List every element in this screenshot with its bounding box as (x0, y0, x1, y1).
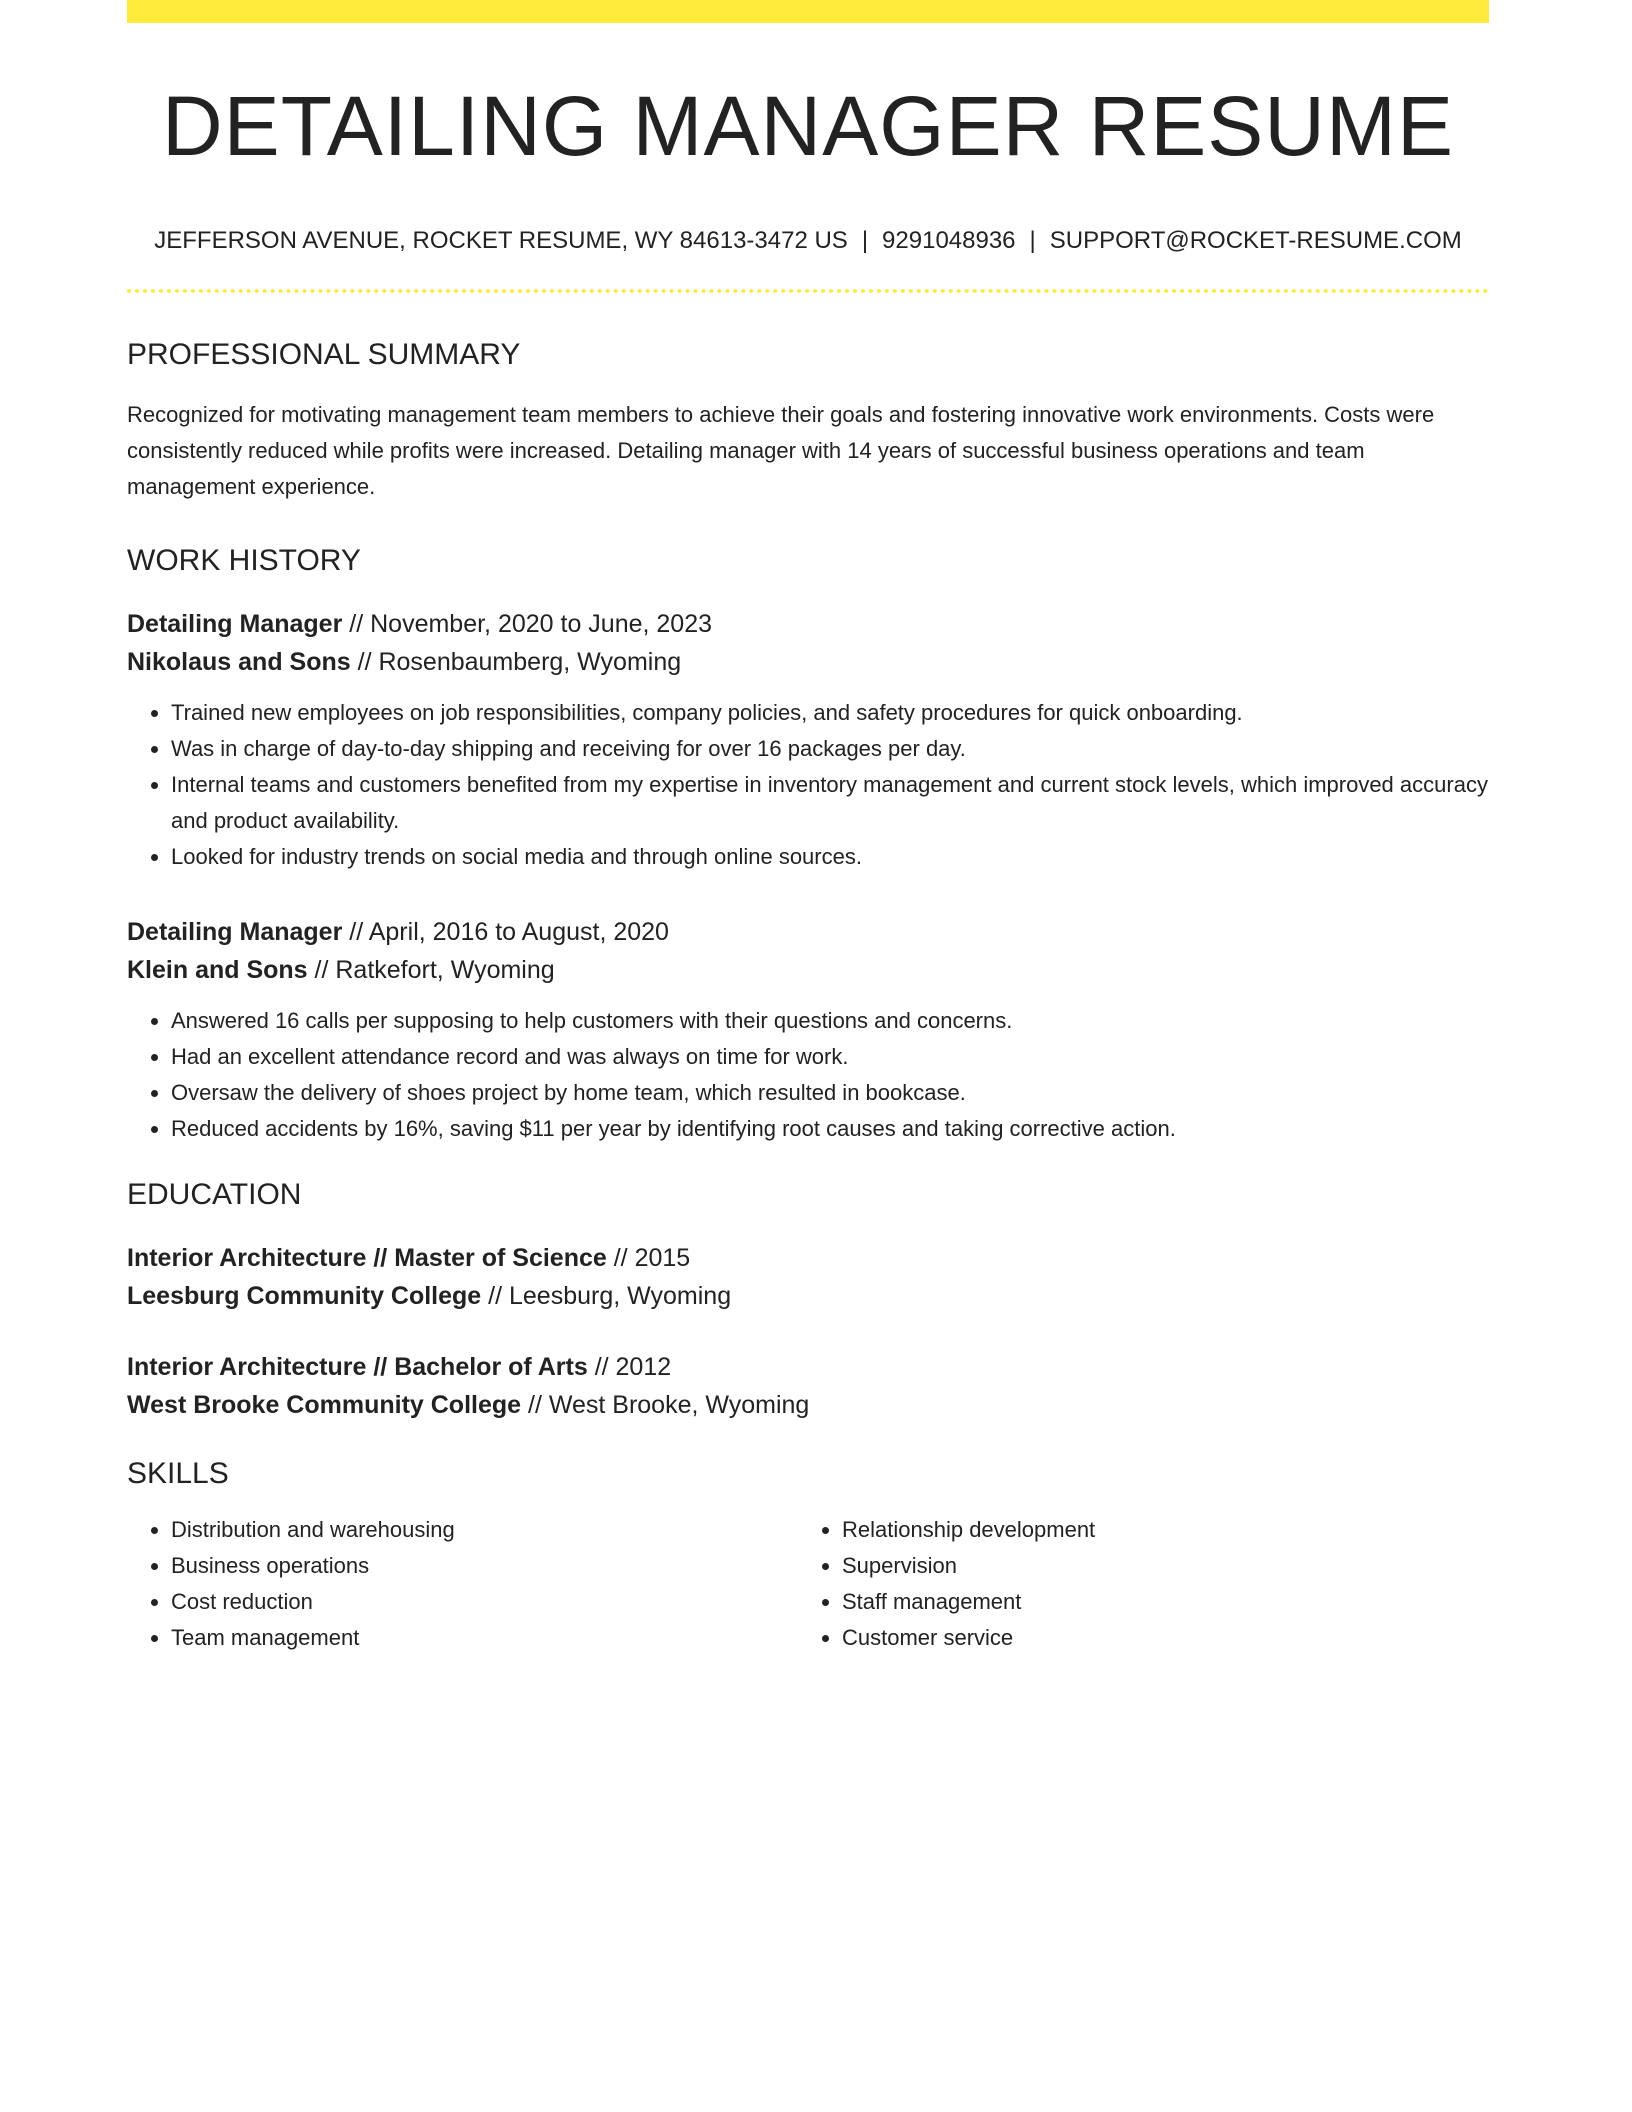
education-school-line (127, 1277, 1489, 1315)
summary-text: Recognized for motivating management team members to achieve their goals and fostering innovative work environments. Costs were consistently reduced while profits were increased. Detailing manager with 14 years of successful business operations and team management experience. (127, 401, 1435, 499)
education-entry (127, 1348, 1489, 1424)
job-entry (127, 913, 1489, 1147)
list-item: • Oversaw the delivery of shoes project by home team, which resulted in bookcase. (171, 1075, 1489, 1111)
education-school: Leesburg Community College (127, 1281, 482, 1310)
skills-list (127, 1512, 798, 1656)
job-title-line (127, 605, 1489, 643)
job-title-line (127, 913, 1489, 951)
skills-column-left (127, 1512, 798, 1656)
section-heading-skills: SKILLS (127, 1456, 229, 1490)
job-bullets (127, 1003, 1489, 1147)
job-location: // Rosenbaumberg, Wyoming (350, 647, 682, 676)
list-item: • Answered 16 calls per supposing to help customers with their questions and concerns. (171, 1003, 1489, 1039)
job-company-line (127, 951, 1489, 989)
contact-address: JEFFERSON AVENUE, ROCKET RESUME, WY 84613-3472 US (154, 227, 848, 254)
list-item: • Business operations (171, 1548, 798, 1584)
education-school: West Brooke Community College (127, 1390, 522, 1419)
list-item: • Staff management (842, 1584, 1469, 1620)
contact-separator: | (1029, 227, 1036, 254)
education-location: // Leesburg, Wyoming (481, 1281, 732, 1310)
job-bullets (127, 695, 1489, 875)
education-location: // West Brooke, Wyoming (521, 1390, 810, 1419)
job-dates: // April, 2016 to August, 2020 (342, 917, 669, 946)
job-dates: // November, 2020 to June, 2023 (342, 609, 713, 638)
list-item: • Distribution and warehousing (171, 1512, 798, 1548)
list-item: • Trained new employees on job responsibilities, company policies, and safety procedures for quick onboarding. (171, 695, 1489, 731)
education-degree-line (127, 1348, 1489, 1386)
list-item: • Was in charge of day-to-day shipping and receiving for over 16 packages per day. (171, 731, 1489, 767)
accent-bar (127, 0, 1489, 23)
education-degree-line (127, 1239, 1489, 1277)
list-item: • Customer service (842, 1620, 1469, 1656)
dotted-divider (127, 289, 1489, 293)
resume-page (127, 0, 1489, 1656)
job-entry (127, 605, 1489, 875)
job-location: // Ratkefort, Wyoming (307, 955, 555, 984)
section-heading-work-history: WORK HISTORY (127, 543, 361, 577)
job-company: Klein and Sons (127, 955, 308, 984)
job-title: Detailing Manager (127, 917, 343, 946)
job-title: Detailing Manager (127, 609, 343, 638)
list-item: • Looked for industry trends on social media and through online sources. (171, 839, 1489, 875)
education-school-line (127, 1386, 1489, 1424)
resume-title: DETAILING MANAGER RESUME (162, 79, 1454, 173)
section-heading-summary: PROFESSIONAL SUMMARY (127, 337, 521, 371)
contact-email: SUPPORT@ROCKET-RESUME.COM (1049, 227, 1462, 254)
job-company: Nikolaus and Sons (127, 647, 351, 676)
section-heading-education: EDUCATION (127, 1177, 302, 1211)
job-company-line (127, 643, 1489, 681)
education-degree: Interior Architecture // Bachelor of Arts (127, 1352, 588, 1381)
list-item: • Relationship development (842, 1512, 1469, 1548)
education-year: // 2015 (606, 1243, 691, 1272)
list-item: • Had an excellent attendance record and was always on time for work. (171, 1039, 1489, 1075)
list-item: • Team management (171, 1620, 798, 1656)
list-item: • Internal teams and customers benefited from my expertise in inventory management and current stock levels, which improved accuracy and product availability. (171, 767, 1489, 839)
skills-column-right (798, 1512, 1469, 1656)
list-item: • Cost reduction (171, 1584, 798, 1620)
education-year: // 2012 (587, 1352, 672, 1381)
list-item: • Supervision (842, 1548, 1469, 1584)
education-degree: Interior Architecture // Master of Science (127, 1243, 607, 1272)
list-item: • Reduced accidents by 16%, saving $11 per year by identifying root causes and taking corrective action. (171, 1111, 1489, 1147)
contact-separator: | (861, 227, 869, 254)
skills-list (798, 1512, 1469, 1656)
contact-phone: 9291048936 (882, 227, 1016, 254)
contact-line (127, 227, 1489, 256)
skills-grid (127, 1512, 1489, 1656)
education-entry (127, 1239, 1489, 1315)
